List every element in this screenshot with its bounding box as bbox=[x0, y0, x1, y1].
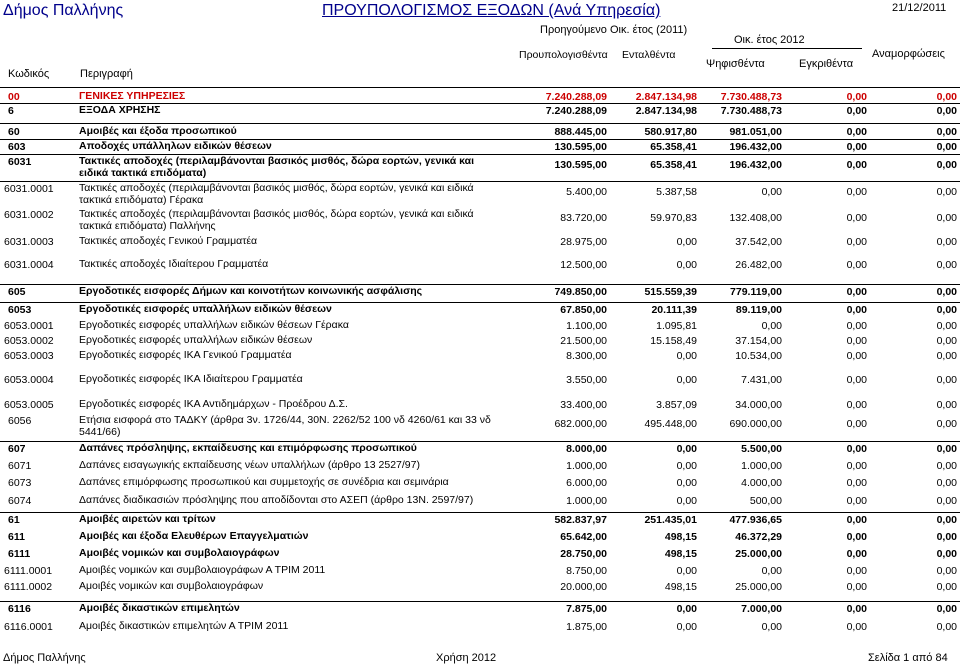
table-row bbox=[0, 125, 960, 141]
row-value-c3: 7.000,00 bbox=[741, 603, 782, 615]
row-value-c5: 0,00 bbox=[936, 320, 957, 332]
row-value-c2: 498,15 bbox=[664, 548, 697, 560]
row-value-c4: 0,00 bbox=[846, 514, 867, 526]
row-value-c2: 0,00 bbox=[676, 495, 697, 507]
row-value-c2: 3.857,09 bbox=[656, 399, 697, 411]
row-value-c1: 8.300,00 bbox=[566, 350, 607, 362]
row-value-c4: 0,00 bbox=[846, 443, 867, 455]
row-value-c5: 0,00 bbox=[936, 514, 957, 526]
row-value-c1: 5.400,00 bbox=[566, 186, 607, 198]
row-value-c2: 0,00 bbox=[676, 443, 697, 455]
row-value-c3: 25.000,00 bbox=[735, 581, 782, 593]
row-value-c2: 15.158,49 bbox=[650, 335, 697, 347]
row-description: Εργοδοτικές εισφορές ΙΚΑ Γενικού Γραμματέα bbox=[79, 349, 292, 361]
table-row bbox=[0, 90, 960, 103]
table-row bbox=[0, 104, 960, 122]
row-value-c1: 130.595,00 bbox=[554, 159, 607, 171]
row-value-c3: 89.119,00 bbox=[735, 304, 782, 316]
row-value-c5: 0,00 bbox=[936, 443, 957, 455]
row-code: 6031.0001 bbox=[4, 183, 54, 195]
row-description: Εργοδοτικές εισφορές Δήμων και κοινοτήτων κοινωνικής ασφάλισης bbox=[79, 285, 423, 297]
row-value-c1: 33.400,00 bbox=[560, 399, 607, 411]
row-value-c1: 12.500,00 bbox=[560, 259, 607, 271]
row-value-c1: 67.850,00 bbox=[560, 304, 607, 316]
row-code: 6031.0002 bbox=[4, 209, 54, 221]
row-code: 6116.0001 bbox=[4, 621, 53, 633]
row-value-c1: 28.750,00 bbox=[560, 548, 607, 560]
row-value-c2: 580.917,80 bbox=[644, 126, 697, 138]
row-value-c2: 5.387,58 bbox=[656, 186, 697, 198]
row-value-c1: 8.000,00 bbox=[566, 443, 607, 455]
row-value-c4: 0,00 bbox=[846, 286, 867, 298]
row-description: Εργοδοτικές εισφορές ΙΚΑ Ιδιαίτερου Γραμματέα bbox=[79, 373, 303, 385]
row-value-c3: 25.000,00 bbox=[735, 548, 782, 560]
row-value-c4: 0,00 bbox=[846, 548, 867, 560]
row-description: Εργοδοτικές εισφορές υπαλλήλων ειδικών θέσεων bbox=[79, 303, 332, 315]
row-value-c3: 7.431,00 bbox=[741, 374, 782, 386]
row-value-c3: 500,00 bbox=[749, 495, 782, 507]
footer-org: Δήμος Παλλήνης bbox=[3, 652, 86, 664]
row-value-c4: 0,00 bbox=[846, 603, 867, 615]
row-value-c5: 0,00 bbox=[936, 186, 957, 198]
row-value-c4: 0,00 bbox=[846, 236, 867, 248]
row-code: 6073 bbox=[8, 477, 32, 489]
report-date: 21/12/2011 bbox=[892, 2, 947, 14]
row-value-c5: 0,00 bbox=[936, 91, 957, 103]
row-value-c5: 0,00 bbox=[936, 374, 957, 386]
row-value-c1: 1.875,00 bbox=[566, 621, 607, 633]
table-row bbox=[0, 334, 960, 350]
row-code: 603 bbox=[8, 141, 26, 153]
table-row bbox=[0, 258, 960, 278]
col-budget: Προυπολογισθέντα bbox=[519, 49, 608, 61]
row-value-c1: 21.500,00 bbox=[560, 335, 607, 347]
row-description: Δαπάνες διαδικασιών πρόσληψης που αποδίδονται στο ΑΣΕΠ (άρθρο 13Ν. 2597/97) bbox=[79, 494, 474, 506]
row-code: 00 bbox=[8, 91, 20, 103]
row-value-c5: 0,00 bbox=[936, 236, 957, 248]
row-description: Αμοιβές δικαστικών επιμελητών Α ΤΡΙΜ 2011 bbox=[79, 620, 289, 632]
row-value-c2: 495.448,00 bbox=[644, 418, 697, 430]
row-code: 6053.0004 bbox=[4, 374, 54, 386]
row-divider bbox=[0, 123, 960, 124]
row-value-c5: 0,00 bbox=[936, 212, 957, 224]
row-code: 6053 bbox=[8, 304, 32, 316]
row-value-c1: 749.850,00 bbox=[554, 286, 607, 298]
row-description: Αμοιβές και έξοδα προσωπικού bbox=[79, 125, 237, 137]
row-value-c5: 0,00 bbox=[936, 399, 957, 411]
row-value-c4: 0,00 bbox=[846, 418, 867, 430]
table-row bbox=[0, 182, 960, 208]
row-description: Τακτικές αποδοχές (περιλαμβάνονται βασικός μισθός, δώρα εορτών, γενικά και ειδικά τακτικά επιδόματα) Παλλήνης bbox=[79, 208, 474, 232]
table-row bbox=[0, 513, 960, 529]
row-value-c4: 0,00 bbox=[846, 495, 867, 507]
row-value-c4: 0,00 bbox=[846, 212, 867, 224]
row-value-c2: 0,00 bbox=[676, 603, 697, 615]
row-code: 6056 bbox=[8, 415, 32, 427]
row-value-c5: 0,00 bbox=[936, 259, 957, 271]
row-value-c3: 7.730.488,73 bbox=[720, 91, 782, 103]
row-description: Δαπάνες εισαγωγικής εκπαίδευσης νέων υπαλλήλων (άρθρο 13 2527/97) bbox=[79, 459, 420, 471]
row-value-c5: 0,00 bbox=[936, 141, 957, 153]
row-value-c2: 65.358,41 bbox=[650, 141, 697, 153]
row-value-c5: 0,00 bbox=[936, 495, 957, 507]
row-description: Αμοιβές νομικών και συμβολαιογράφων Α ΤΡΙΜ 2011 bbox=[79, 564, 326, 576]
row-code: 6053.0003 bbox=[4, 350, 54, 362]
table-row bbox=[0, 235, 960, 255]
row-description: Αποδοχές υπάλληλων ειδικών θέσεων bbox=[79, 140, 272, 152]
col-ordered: Ενταλθέντα bbox=[622, 49, 676, 61]
row-code: 6111.0002 bbox=[4, 581, 53, 593]
row-code: 605 bbox=[8, 286, 26, 298]
row-value-c1: 20.000,00 bbox=[560, 581, 607, 593]
row-description: Δαπάνες πρόσληψης, εκπαίδευσης και επιμόρφωσης προσωπικού bbox=[79, 442, 417, 454]
row-description: Τακτικές αποδοχές (περιλαμβάνονται βασικός μισθός, δώρα εορτών, γενικά και ειδικά τακτικά επιδόματα) Γέρακα bbox=[79, 182, 474, 206]
row-value-c5: 0,00 bbox=[936, 105, 957, 117]
row-value-c4: 0,00 bbox=[846, 335, 867, 347]
table-row bbox=[0, 398, 960, 414]
row-value-c5: 0,00 bbox=[936, 531, 957, 543]
table-row bbox=[0, 319, 960, 335]
row-value-c1: 1.100,00 bbox=[566, 320, 607, 332]
table-row bbox=[0, 349, 960, 369]
row-value-c3: 0,00 bbox=[761, 565, 782, 577]
row-value-c3: 10.534,00 bbox=[735, 350, 782, 362]
row-value-c1: 7.240.288,09 bbox=[545, 105, 607, 117]
row-code: 6 bbox=[8, 105, 14, 117]
row-value-c3: 779.119,00 bbox=[730, 286, 782, 298]
footer-page: Σελίδα 1 από 84 bbox=[868, 652, 948, 664]
row-value-c3: 196.432,00 bbox=[729, 141, 782, 153]
row-value-c4: 0,00 bbox=[846, 399, 867, 411]
row-value-c4: 0,00 bbox=[846, 105, 867, 117]
row-value-c2: 498,15 bbox=[664, 581, 697, 593]
row-value-c1: 130.595,00 bbox=[554, 141, 607, 153]
row-value-c1: 7.875,00 bbox=[566, 603, 607, 615]
table-row bbox=[0, 602, 960, 618]
row-code: 6074 bbox=[8, 495, 32, 507]
row-value-c1: 28.975,00 bbox=[560, 236, 607, 248]
row-value-c3: 46.372,29 bbox=[735, 531, 782, 543]
row-value-c4: 0,00 bbox=[846, 477, 867, 489]
row-code: 611 bbox=[8, 531, 25, 543]
row-value-c1: 1.000,00 bbox=[566, 495, 607, 507]
row-value-c3: 34.000,00 bbox=[735, 399, 782, 411]
row-value-c4: 0,00 bbox=[846, 374, 867, 386]
row-code: 61 bbox=[8, 514, 20, 526]
row-value-c3: 690.000,00 bbox=[729, 418, 782, 430]
row-value-c1: 6.000,00 bbox=[566, 477, 607, 489]
row-description: Αμοιβές νομικών και συμβολαιογράφων bbox=[79, 580, 264, 592]
table-row bbox=[0, 476, 960, 492]
row-value-c2: 251.435,01 bbox=[644, 514, 697, 526]
table-row bbox=[0, 580, 960, 596]
row-code: 6116 bbox=[8, 603, 31, 615]
row-value-c1: 888.445,00 bbox=[554, 126, 607, 138]
row-description: Τακτικές αποδοχές Γενικού Γραμματέα bbox=[79, 235, 258, 247]
row-value-c4: 0,00 bbox=[846, 304, 867, 316]
row-value-c2: 0,00 bbox=[676, 350, 697, 362]
row-value-c3: 37.542,00 bbox=[735, 236, 782, 248]
row-value-c5: 0,00 bbox=[936, 621, 957, 633]
row-value-c2: 59.970,83 bbox=[650, 212, 697, 224]
row-value-c4: 0,00 bbox=[846, 259, 867, 271]
row-value-c4: 0,00 bbox=[846, 91, 867, 103]
row-code: 607 bbox=[8, 443, 26, 455]
row-value-c2: 515.559,39 bbox=[644, 286, 697, 298]
row-code: 6031.0003 bbox=[4, 236, 54, 248]
row-value-c5: 0,00 bbox=[936, 581, 957, 593]
row-value-c1: 682.000,00 bbox=[554, 418, 607, 430]
table-row bbox=[0, 564, 960, 580]
table-row bbox=[0, 208, 960, 234]
row-value-c4: 0,00 bbox=[846, 126, 867, 138]
row-code: 6111.0001 bbox=[4, 565, 53, 577]
row-code: 6031.0004 bbox=[4, 259, 54, 271]
row-code: 6111 bbox=[8, 548, 31, 560]
row-value-c4: 0,00 bbox=[846, 531, 867, 543]
row-value-c4: 0,00 bbox=[846, 159, 867, 171]
row-code: 6031 bbox=[8, 156, 32, 168]
row-value-c2: 0,00 bbox=[676, 477, 697, 489]
row-value-c4: 0,00 bbox=[846, 460, 867, 472]
row-value-c2: 0,00 bbox=[676, 259, 697, 271]
table-row bbox=[0, 155, 960, 181]
col-revisions: Αναμορφώσεις bbox=[872, 48, 945, 60]
row-description: ΓΕΝΙΚΕΣ ΥΠΗΡΕΣΙΕΣ bbox=[79, 90, 186, 102]
row-value-c3: 5.500,00 bbox=[741, 443, 782, 455]
row-value-c1: 582.837,97 bbox=[554, 514, 607, 526]
row-value-c3: 26.482,00 bbox=[735, 259, 782, 271]
row-value-c5: 0,00 bbox=[936, 350, 957, 362]
row-value-c1: 7.240.288,09 bbox=[545, 91, 607, 103]
row-value-c4: 0,00 bbox=[846, 350, 867, 362]
table-row bbox=[0, 494, 960, 510]
row-value-c4: 0,00 bbox=[846, 320, 867, 332]
row-value-c5: 0,00 bbox=[936, 548, 957, 560]
table-row bbox=[0, 414, 960, 440]
table-row bbox=[0, 285, 960, 301]
row-value-c1: 83.720,00 bbox=[560, 212, 607, 224]
prev-year-label: Προηγούμενο Οικ. έτος (2011) bbox=[540, 24, 688, 36]
table-row bbox=[0, 373, 960, 395]
row-description: Εργοδοτικές εισφορές υπαλλήλων ειδικών θέσεων Γέρακα bbox=[79, 319, 349, 331]
row-code: 6053.0001 bbox=[4, 320, 54, 332]
row-value-c2: 20.111,39 bbox=[651, 304, 697, 316]
row-description: Αμοιβές και έξοδα Ελευθέρων Επαγγελματιών bbox=[79, 530, 309, 542]
footer-year: Χρήση 2012 bbox=[436, 652, 497, 664]
year-underline bbox=[712, 48, 862, 49]
row-code: 60 bbox=[8, 126, 20, 138]
table-row bbox=[0, 303, 960, 319]
header-divider bbox=[0, 87, 960, 88]
row-value-c2: 0,00 bbox=[676, 236, 697, 248]
row-description: ΕΞΟΔΑ ΧΡΗΣΗΣ bbox=[79, 104, 161, 116]
row-value-c4: 0,00 bbox=[846, 186, 867, 198]
table-row bbox=[0, 459, 960, 475]
row-value-c2: 0,00 bbox=[676, 621, 697, 633]
row-description: Αμοιβές αιρετών και τρίτων bbox=[79, 513, 216, 525]
row-value-c5: 0,00 bbox=[936, 335, 957, 347]
row-value-c2: 0,00 bbox=[676, 374, 697, 386]
row-code: 6071 bbox=[8, 460, 32, 472]
row-value-c5: 0,00 bbox=[936, 477, 957, 489]
row-description: Δαπάνες επιμόρφωσης προσωπικού και συμμετοχής σε συνέδρια και σεμινάρια bbox=[79, 476, 449, 488]
row-value-c3: 0,00 bbox=[761, 621, 782, 633]
row-description: Εργοδοτικές εισφορές υπαλλήλων ειδικών θέσεων bbox=[79, 334, 313, 346]
row-description: Αμοιβές δικαστικών επιμελητών bbox=[79, 602, 240, 614]
row-value-c2: 2.847.134,98 bbox=[635, 105, 697, 117]
col-approved: Εγκριθέντα bbox=[799, 58, 854, 70]
row-code: 6053.0002 bbox=[4, 335, 54, 347]
cur-year-label: Οικ. έτος 2012 bbox=[734, 34, 805, 46]
col-code: Κωδικός bbox=[8, 68, 50, 80]
row-value-c3: 132.408,00 bbox=[729, 212, 782, 224]
row-value-c2: 0,00 bbox=[676, 565, 697, 577]
row-description: Αμοιβές νομικών και συμβολαιογράφων bbox=[79, 547, 280, 559]
row-value-c2: 0,00 bbox=[676, 460, 697, 472]
col-voted: Ψηφισθέντα bbox=[706, 58, 765, 70]
row-value-c3: 0,00 bbox=[761, 186, 782, 198]
row-value-c3: 0,00 bbox=[761, 320, 782, 332]
table-row bbox=[0, 620, 960, 636]
row-value-c3: 981.051,00 bbox=[729, 126, 782, 138]
report-title: ΠΡΟΥΠΟΛΟΓΙΣΜΟΣ ΕΞΟΔΩΝ (Ανά Υπηρεσία) bbox=[322, 2, 661, 19]
row-value-c4: 0,00 bbox=[846, 141, 867, 153]
row-value-c5: 0,00 bbox=[936, 603, 957, 615]
row-value-c1: 65.642,00 bbox=[560, 531, 607, 543]
org-title: Δήμος Παλλήνης bbox=[3, 2, 124, 19]
row-value-c1: 3.550,00 bbox=[566, 374, 607, 386]
row-description: Ετήσια εισφορά στο ΤΑΔΚΥ (άρθρα 3ν. 1726/44, 30Ν. 2262/52 100 νδ 4260/61 και 33 νδ 5441/66) bbox=[79, 414, 491, 438]
row-value-c3: 477.936,65 bbox=[729, 514, 782, 526]
row-value-c3: 1.000,00 bbox=[741, 460, 782, 472]
row-value-c5: 0,00 bbox=[936, 460, 957, 472]
row-value-c4: 0,00 bbox=[846, 565, 867, 577]
row-value-c3: 37.154,00 bbox=[735, 335, 782, 347]
table-row bbox=[0, 442, 960, 458]
row-description: Τακτικές αποδοχές Ιδιαίτερου Γραμματέα bbox=[79, 258, 269, 270]
row-value-c5: 0,00 bbox=[936, 126, 957, 138]
table-row bbox=[0, 547, 960, 563]
row-value-c2: 1.095,81 bbox=[656, 320, 697, 332]
table-row bbox=[0, 530, 960, 546]
row-value-c3: 196.432,00 bbox=[729, 159, 782, 171]
row-value-c5: 0,00 bbox=[936, 565, 957, 577]
row-value-c4: 0,00 bbox=[846, 621, 867, 633]
table-row bbox=[0, 140, 960, 154]
row-value-c3: 7.730.488,73 bbox=[720, 105, 782, 117]
row-value-c3: 4.000,00 bbox=[741, 477, 782, 489]
row-description: Εργοδοτικές εισφορές ΙΚΑ Αντιδημάρχων - Προέδρου Δ.Σ. bbox=[79, 398, 348, 410]
row-value-c2: 498,15 bbox=[664, 531, 697, 543]
row-value-c5: 0,00 bbox=[936, 286, 957, 298]
row-description: Τακτικές αποδοχές (περιλαμβάνονται βασικός μισθός, δώρα εορτών, γενικά και ειδικά τακτικά επιδόματα) bbox=[79, 155, 475, 179]
row-value-c2: 65.358,41 bbox=[650, 159, 697, 171]
col-desc: Περιγραφή bbox=[80, 68, 133, 80]
row-value-c5: 0,00 bbox=[936, 304, 957, 316]
row-value-c4: 0,00 bbox=[846, 581, 867, 593]
row-value-c5: 0,00 bbox=[936, 159, 957, 171]
row-value-c5: 0,00 bbox=[936, 418, 957, 430]
row-value-c1: 8.750,00 bbox=[566, 565, 607, 577]
row-value-c1: 1.000,00 bbox=[566, 460, 607, 472]
row-code: 6053.0005 bbox=[4, 399, 54, 411]
row-value-c2: 2.847.134,98 bbox=[635, 91, 697, 103]
